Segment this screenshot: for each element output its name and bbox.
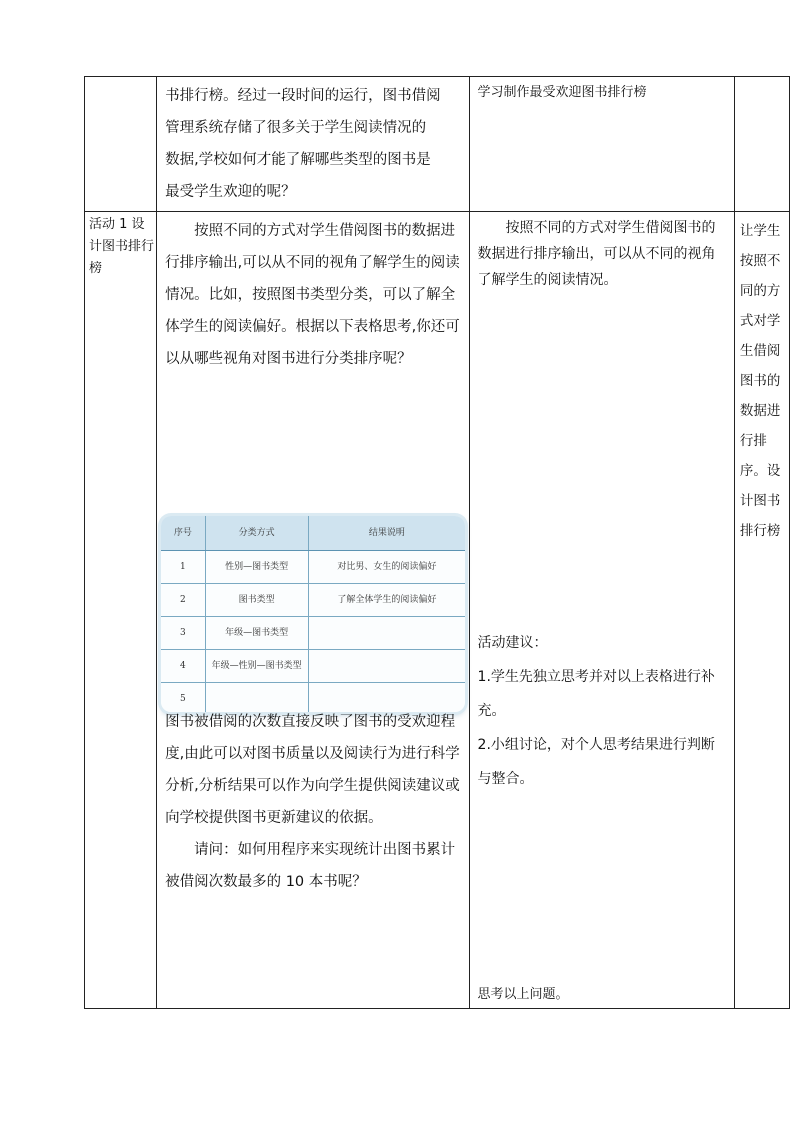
table-cell [308, 650, 465, 683]
row2-col4-cell [734, 212, 789, 1009]
activity-title: 活动 1 设计图书排行榜 [89, 217, 155, 276]
table-cell: 图书类型 [205, 584, 308, 617]
header-cell: 结果说明 [308, 516, 465, 551]
table-row [161, 551, 465, 584]
table-row [161, 650, 465, 683]
table-row [161, 584, 465, 617]
table-row [161, 617, 465, 650]
table-row [85, 77, 790, 212]
suggestion-title: 活动建议： [477, 635, 548, 651]
analysis-paragraph: 图书被借阅的次数直接反映了图书的受欢迎程度,由此可以对图书质量以及阅读行为进行科学分析,分析结果可以作为向学生提供阅读建议或向学校提供图书更新建议的依据。 [165, 714, 460, 826]
header-cell: 序号 [161, 516, 205, 551]
row2-col2-cell [157, 212, 469, 1009]
text-line: 最受学生欢迎的呢？ [165, 184, 296, 200]
table-cell: 年级—性别—图书类型 [205, 650, 308, 683]
design-intent-text: 让学生按照不同的方式对学生借阅图书的数据进行排序。设计图书排行榜 [739, 223, 781, 539]
table-cell: 1 [161, 551, 205, 584]
think-prompt: 思考以上问题。 [477, 987, 569, 1002]
table-cell: 4 [161, 650, 205, 683]
goal-text: 学习制作最受欢迎图书排行榜 [477, 85, 647, 100]
text-line: 数据,学校如何才能了解哪些类型的图书是 [165, 152, 431, 168]
student-activity-paragraph: 按照不同的方式对学生借阅图书的数据进行排序输出，可以从不同的视角了解学生的阅读情况。 [477, 220, 716, 288]
table-cell: 3 [161, 617, 205, 650]
row1-col3-cell [469, 77, 734, 212]
figure-header-row [161, 516, 465, 551]
row1-col1-cell [85, 77, 157, 212]
table-cell: 2 [161, 584, 205, 617]
text-line: 书排行榜。经过一段时间的运行，图书借阅 [165, 88, 441, 104]
classification-figure [161, 516, 465, 712]
row2-col3-cell [469, 212, 734, 1009]
classification-table [161, 516, 465, 712]
row2-col1-cell [85, 212, 157, 1009]
row1-col4-cell [734, 77, 789, 212]
lesson-plan-table [84, 76, 790, 1009]
table-cell: 对比男、女生的阅读偏好 [308, 551, 465, 584]
suggestion-item: 2.小组讨论，对个人思考结果进行判断与整合。 [477, 737, 715, 787]
suggestion-item: 1.学生先独立思考并对以上表格进行补充。 [477, 669, 715, 719]
table-cell: 年级—图书类型 [205, 617, 308, 650]
table-row [85, 212, 790, 1009]
table-cell: 性别—图书类型 [205, 551, 308, 584]
question-paragraph: 请问：如何用程序来实现统计出图书累计被借阅次数最多的 10 本书呢？ [165, 842, 456, 890]
text-line: 管理系统存储了很多关于学生阅读情况的 [165, 120, 427, 136]
table-cell [308, 617, 465, 650]
table-cell: 5 [161, 683, 205, 713]
table-cell: 了解全体学生的阅读偏好 [308, 584, 465, 617]
header-cell: 分类方式 [205, 516, 308, 551]
intro-paragraph: 按照不同的方式对学生借阅图书的数据进行排序输出,可以从不同的视角了解学生的阅读情况。比如，按照图书类型分类，可以了解全体学生的阅读偏好。根据以下表格思考,你还可以从哪些视角对图书进行分类排序呢？ [165, 223, 460, 367]
row1-col2-cell [157, 77, 469, 212]
